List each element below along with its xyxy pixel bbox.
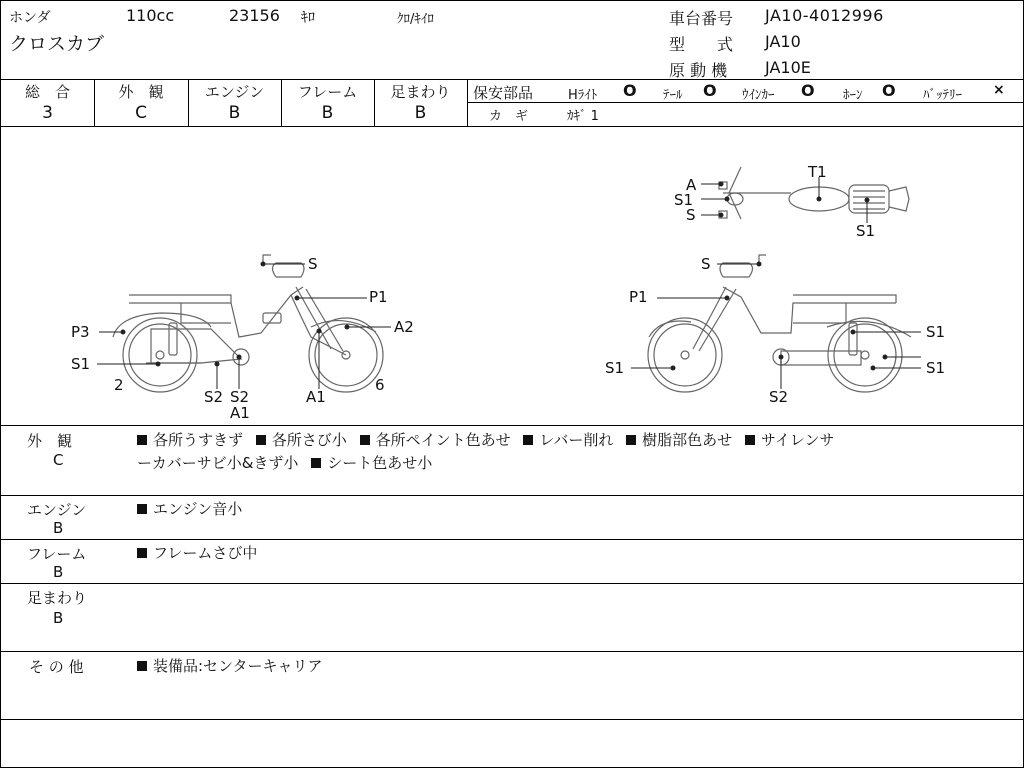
model-code: JA10 [765,32,801,51]
model-name: クロスカブ [9,33,105,55]
diagram-label: T1 [808,163,827,181]
remark-exterior-line1: 各所うすきず 各所さび小 各所ペイント色あせ レバー削れ 樹脂部色あせ サイレンサ [137,429,835,450]
displacement: 110cc [126,6,175,25]
bullet-icon [523,435,533,445]
battery-label: ﾊﾞｯﾃﾘｰ [923,88,962,103]
diagram-label: S1 [605,359,625,377]
grade-total-label: 総 合 [24,83,70,101]
frame-no: JA10-4012996 [765,6,884,25]
bullet-icon [137,435,147,445]
mileage-unit: ｷﾛ [301,10,315,26]
remark-engine-line: エンジン音小 [137,498,242,519]
diagram-label: S1 [856,222,876,240]
frame-no-label: 車台番号 [669,9,734,28]
diagram-label: S1 [71,355,91,373]
damage-diagram [1,127,1023,425]
headlight-mark: O [623,81,637,100]
bullet-icon [745,435,755,445]
diagram-label: S [308,255,318,273]
grade-suspension-label: 足まわり [390,83,451,101]
grade-frame-value: B [321,103,334,123]
bullet-icon [137,661,147,671]
remark-frame-line: フレームさび中 [137,542,257,563]
diagram-label: A1 [306,388,326,406]
winker-label: ｳｲﾝｶｰ [742,88,775,103]
horn-label: ﾎｰﾝ [843,88,863,103]
diagram-label: S1 [926,359,946,377]
divider [1,719,1023,720]
mileage: 23156 [229,6,280,25]
diagram-label: S1 [926,323,946,341]
grade-engine-value: B [228,103,241,123]
grade-suspension-value: B [414,103,427,123]
grade-frame-label: フレーム [297,83,358,101]
engine-code: JA10E [765,58,811,77]
divider [1,651,1023,652]
diagram-label: S [686,206,696,224]
bullet-icon [311,458,321,468]
remark-frame-label: フレーム [27,545,87,563]
color-value: ｸﾛ/ｷｲﾛ [397,12,434,27]
model-label: 型 式 [669,35,734,54]
taillight-label: ﾃｰﾙ [663,88,683,103]
divider [1,539,1023,540]
headlight-label: Hﾗｲﾄ [568,88,598,103]
engine-label: 原 動 機 [669,61,728,80]
left-side-bike-drawing [113,255,383,392]
diagram-label: P1 [369,288,388,306]
bullet-icon [256,435,266,445]
diagram-label: S1 [674,191,694,209]
battery-mark: × [993,82,1005,98]
horn-mark: O [882,81,896,100]
remark-suspension-grade: B [53,609,64,627]
bullet-icon [137,548,147,558]
bullet-icon [360,435,370,445]
bullet-icon [626,435,636,445]
remark-exterior-grade: C [53,451,64,469]
remark-exterior-line2: ーカバーサビ小&きず小 シート色あせ小 [137,454,433,472]
diagram-label: A2 [394,318,414,336]
grade-engine-label: エンジン [204,83,265,101]
diagram-label: 6 [375,376,385,394]
diagram-label: S2 [204,388,224,406]
right-side-bike-drawing [648,255,911,392]
taillight-mark: O [703,81,717,100]
diagram-label: A1 [230,404,250,422]
grade-exterior-label: 外 観 [118,83,164,101]
diagram-label: S2 [769,388,789,406]
remark-suspension-label: 足まわり [27,589,88,607]
remark-engine-grade: B [53,519,64,537]
diagram-label: P1 [629,288,648,306]
remark-exterior-label: 外 観 [27,432,73,450]
diagram-label: 2 [114,376,124,394]
diagram-label: P3 [71,323,90,341]
safety-label: 保安部品 [473,84,534,102]
diagram-label: S2 [230,388,250,406]
key-value: ｶｷﾞ 1 [567,109,599,124]
maker-name: ホンダ [9,10,51,26]
remark-other-line: 装備品:センターキャリア [137,655,322,676]
divider [1,495,1023,496]
remark-frame-grade: B [53,563,64,581]
divider [1,79,1023,80]
diagram-label: A [686,176,697,194]
grade-total-value: 3 [42,103,53,123]
divider [1,583,1023,584]
remark-other-label: そ の 他 [29,658,84,676]
divider [1,425,1023,426]
winker-mark: O [801,81,815,100]
key-label: カ ギ [489,109,529,124]
leader-lines [97,177,921,389]
diagram-label: S [701,255,711,273]
remark-engine-label: エンジン [27,501,87,519]
bullet-icon [137,504,147,514]
grade-exterior-value: C [135,103,147,123]
